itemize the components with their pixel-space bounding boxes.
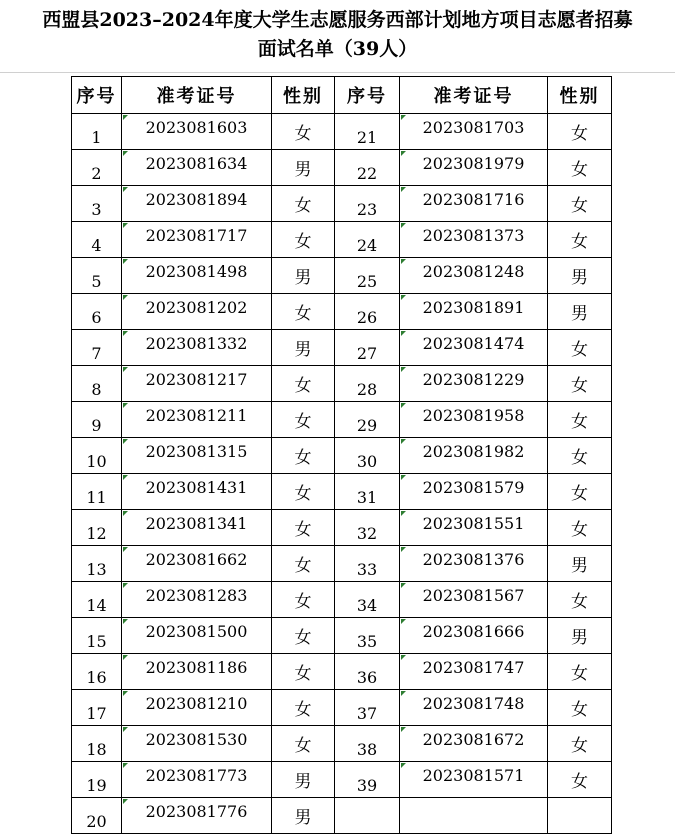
exam-number-cell: 2023081894 [122,186,272,222]
exam-number-cell: 2023081474 [400,330,548,366]
seq-cell: 10 [72,438,122,474]
table-row [72,546,612,582]
exam-number-cell: 2023081530 [122,726,272,762]
page-divider [0,72,675,73]
seq-cell: 2 [72,150,122,186]
gender-cell: 男 [272,798,335,834]
exam-number-cell: 2023081748 [400,690,548,726]
gender-cell: 女 [272,474,335,510]
seq-cell: 17 [72,690,122,726]
gender-cell: 女 [548,366,612,402]
table-row [72,438,612,474]
seq-cell: 7 [72,330,122,366]
gender-cell: 男 [548,258,612,294]
exam-number-cell: 2023081567 [400,582,548,618]
table-row [72,618,612,654]
table-row [72,726,612,762]
exam-number-cell: 2023081341 [122,510,272,546]
table-row [72,258,612,294]
gender-cell [548,798,612,834]
table-row [72,330,612,366]
header-seq-left: 序号 [72,77,122,114]
gender-cell: 女 [548,762,612,798]
table-row [72,690,612,726]
exam-number-cell: 2023081315 [122,438,272,474]
header-sex-left: 性别 [272,77,335,114]
seq-cell: 20 [72,798,122,834]
table-row [72,474,612,510]
exam-number-cell: 2023081891 [400,294,548,330]
header-code-left: 准考证号 [122,77,272,114]
exam-number-cell: 2023081500 [122,618,272,654]
gender-cell: 女 [548,402,612,438]
exam-number-cell: 2023081666 [400,618,548,654]
seq-cell: 16 [72,654,122,690]
seq-cell: 36 [335,654,400,690]
seq-cell: 4 [72,222,122,258]
exam-number-cell: 2023081498 [122,258,272,294]
exam-number-cell: 2023081717 [122,222,272,258]
exam-number-cell: 2023081776 [122,798,272,834]
gender-cell: 女 [548,186,612,222]
gender-cell: 女 [548,726,612,762]
seq-cell: 1 [72,114,122,150]
table-row [72,582,612,618]
header-sex-right: 性别 [548,77,612,114]
exam-number-cell: 2023081716 [400,186,548,222]
exam-number-cell: 2023081376 [400,546,548,582]
gender-cell: 女 [272,438,335,474]
seq-cell: 33 [335,546,400,582]
exam-number-cell: 2023081579 [400,474,548,510]
exam-number-cell: 2023081979 [400,150,548,186]
gender-cell: 男 [548,618,612,654]
gender-cell: 女 [272,366,335,402]
gender-cell: 女 [548,114,612,150]
exam-number-cell: 2023081229 [400,366,548,402]
exam-number-cell: 2023081773 [122,762,272,798]
gender-cell: 女 [272,222,335,258]
gender-cell: 女 [548,222,612,258]
seq-cell: 11 [72,474,122,510]
gender-cell: 女 [272,510,335,546]
seq-cell: 31 [335,474,400,510]
gender-cell: 女 [548,690,612,726]
gender-cell: 女 [272,690,335,726]
seq-cell: 18 [72,726,122,762]
exam-number-cell: 2023081186 [122,654,272,690]
gender-cell: 男 [548,546,612,582]
seq-cell: 30 [335,438,400,474]
table-body [72,114,612,834]
exam-number-cell: 2023081603 [122,114,272,150]
table-row [72,366,612,402]
title-line-1: 西盟县2023–2024年度大学生志愿服务西部计划地方项目志愿者招募 [42,9,633,31]
seq-cell: 12 [72,510,122,546]
header-seq-right: 序号 [335,77,400,114]
seq-cell: 24 [335,222,400,258]
seq-cell: 21 [335,114,400,150]
exam-number-cell [400,798,548,834]
seq-cell: 35 [335,618,400,654]
table-row [72,222,612,258]
exam-number-cell: 2023081551 [400,510,548,546]
table-row [72,150,612,186]
seq-cell: 39 [335,762,400,798]
exam-number-cell: 2023081662 [122,546,272,582]
exam-number-cell: 2023081747 [400,654,548,690]
seq-cell: 22 [335,150,400,186]
gender-cell: 女 [272,294,335,330]
gender-cell: 女 [272,402,335,438]
gender-cell: 女 [548,330,612,366]
seq-cell: 23 [335,186,400,222]
exam-number-cell: 2023081283 [122,582,272,618]
seq-cell: 8 [72,366,122,402]
gender-cell: 女 [548,654,612,690]
table-row [72,186,612,222]
exam-number-cell: 2023081703 [400,114,548,150]
gender-cell: 男 [548,294,612,330]
seq-cell: 34 [335,582,400,618]
seq-cell [335,798,400,834]
exam-number-cell: 2023081672 [400,726,548,762]
seq-cell: 3 [72,186,122,222]
header-code-right: 准考证号 [400,77,548,114]
title-line-2: 面试名单（39人） [257,38,418,60]
gender-cell: 女 [548,582,612,618]
gender-cell: 女 [272,654,335,690]
gender-cell: 男 [272,330,335,366]
gender-cell: 女 [272,114,335,150]
gender-cell: 女 [272,726,335,762]
gender-cell: 女 [548,438,612,474]
table-row [72,654,612,690]
gender-cell: 女 [272,546,335,582]
table-row [72,114,612,150]
gender-cell: 女 [272,582,335,618]
seq-cell: 9 [72,402,122,438]
seq-cell: 26 [335,294,400,330]
table-row [72,294,612,330]
seq-cell: 37 [335,690,400,726]
table-row [72,762,612,798]
gender-cell: 女 [548,150,612,186]
seq-cell: 38 [335,726,400,762]
gender-cell: 女 [272,186,335,222]
table-row [72,510,612,546]
seq-cell: 29 [335,402,400,438]
document-title [0,6,675,64]
seq-cell: 19 [72,762,122,798]
gender-cell: 男 [272,150,335,186]
gender-cell: 男 [272,762,335,798]
exam-number-cell: 2023081982 [400,438,548,474]
header-row [72,77,612,114]
exam-number-cell: 2023081373 [400,222,548,258]
seq-cell: 28 [335,366,400,402]
seq-cell: 6 [72,294,122,330]
exam-number-cell: 2023081431 [122,474,272,510]
seq-cell: 14 [72,582,122,618]
exam-number-cell: 2023081202 [122,294,272,330]
table-row [72,798,612,834]
seq-cell: 25 [335,258,400,294]
seq-cell: 5 [72,258,122,294]
seq-cell: 15 [72,618,122,654]
gender-cell: 女 [272,618,335,654]
exam-number-cell: 2023081211 [122,402,272,438]
candidate-table [71,76,612,834]
seq-cell: 27 [335,330,400,366]
seq-cell: 32 [335,510,400,546]
exam-number-cell: 2023081248 [400,258,548,294]
exam-number-cell: 2023081217 [122,366,272,402]
exam-number-cell: 2023081210 [122,690,272,726]
gender-cell: 女 [548,510,612,546]
seq-cell: 13 [72,546,122,582]
exam-number-cell: 2023081571 [400,762,548,798]
gender-cell: 女 [548,474,612,510]
exam-number-cell: 2023081332 [122,330,272,366]
exam-number-cell: 2023081634 [122,150,272,186]
exam-number-cell: 2023081958 [400,402,548,438]
table-row [72,402,612,438]
gender-cell: 男 [272,258,335,294]
